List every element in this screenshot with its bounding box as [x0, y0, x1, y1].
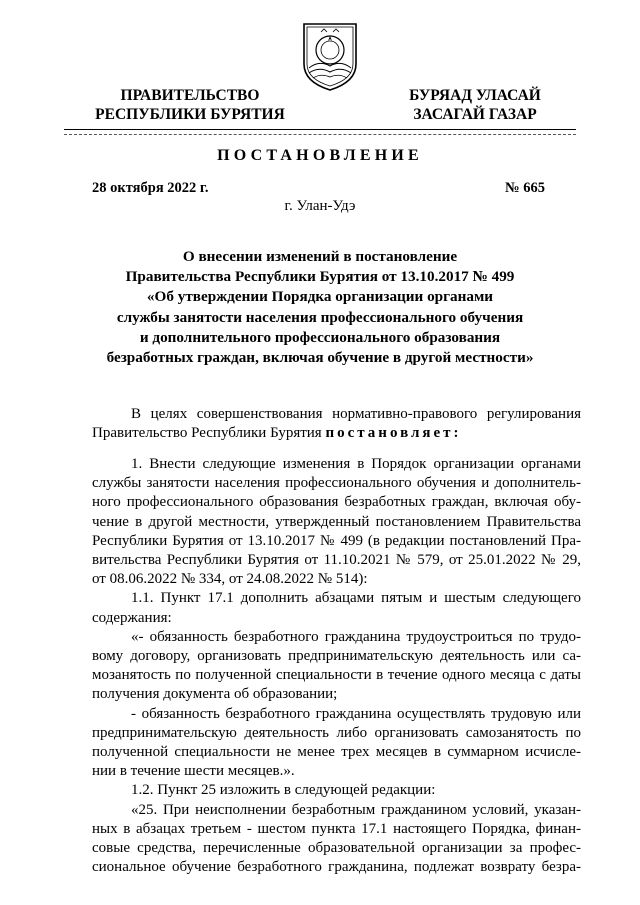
document-date: 28 октября 2022 г. [92, 180, 209, 196]
header-divider [64, 129, 576, 130]
preamble-line: В целях совершенствования нормативно-правового регулирования [131, 406, 581, 422]
body-line: ного профессионального образования безработных граждан, включая обу- [92, 494, 581, 511]
body-line: ных в абзацах третьем - шестом пункта 17.1 настоящего Порядка, финан- [92, 820, 581, 837]
preamble-line [92, 424, 581, 443]
buryatia-coat-of-arms-icon [299, 20, 361, 92]
body-line: службы занятости населения профессионального обучения и дополнитель- [92, 475, 581, 492]
body-line: содержания: [92, 609, 172, 626]
header-left [90, 86, 290, 124]
body-line: «25. При неисполнении безработным гражданином условий, указан- [131, 801, 581, 818]
body-line: чение в другой местности, утвержденный постановлением Правительства [92, 513, 581, 530]
header-left-line-2: РЕСПУБЛИКИ БУРЯТИЯ [95, 106, 285, 123]
body-line: от 08.06.2022 № 334, от 24.08.2022 № 514): [92, 571, 368, 588]
document-type: ПОСТАНОВЛЕНИЕ [217, 147, 423, 164]
body-line: получения документа об образовании; [92, 686, 338, 703]
preamble-emphasis: постановляет: [325, 425, 462, 442]
body-line: вому договору, организовать предпринимательскую деятельность или са- [92, 648, 581, 665]
preamble-text: Правительство Республики Бурятия [92, 425, 322, 442]
header-right-line-1: БУРЯАД УЛАСАЙ [409, 87, 541, 104]
header-right-line-2: ЗАСАГАЙ ГАЗАР [413, 106, 537, 123]
document-number: № 665 [505, 180, 545, 196]
subject-line: безработных граждан, включая обучение в другой местности» [106, 349, 534, 367]
header-divider-dashed [64, 134, 576, 135]
document-city: г. Улан-Удэ [284, 198, 356, 214]
body-line: 1. Внести следующие изменения в Порядок организации органами [131, 456, 581, 472]
subject-line: службы занятости населения профессионального обучения [116, 308, 524, 326]
body-line: 1.1. Пункт 17.1 дополнить абзацами пятым и шестым следующего [131, 590, 581, 607]
body-line: «- обязанность безработного гражданина трудоустроиться по трудо- [131, 628, 581, 645]
document-body [92, 455, 581, 877]
body-line: мозанятость по полученной специальности в течение одного месяца с даты [92, 667, 581, 684]
subject-line: О внесении изменений в постановление [182, 248, 458, 265]
body-line: нии в течение шести месяцев.». [92, 763, 295, 780]
subject-line: и дополнительного профессионального образования [139, 328, 501, 346]
header-right [400, 86, 550, 124]
body-line: - обязанность безработного гражданина осуществлять трудовую или [131, 705, 581, 722]
header-left-line-1: ПРАВИТЕЛЬСТВО [120, 87, 260, 104]
body-line: Республики Бурятия от 13.10.2017 № 499 (в редакции постановлений Пра- [92, 532, 581, 549]
body-line: предпринимательскую деятельность либо организовать самозанятость по [92, 724, 581, 741]
document-subject [60, 247, 580, 368]
preamble [92, 405, 581, 443]
body-line: совые средства, перечисленные образовательной организации за профес- [92, 840, 581, 857]
body-line: 1.2. Пункт 25 изложить в следующей редакции: [131, 782, 436, 799]
body-line: сиональное обучение безработного гражданина, подлежат возврату безра- [92, 859, 581, 876]
subject-line: «Об утверждении Порядка организации органами [146, 288, 494, 306]
subject-line: Правительства Республики Бурятия от 13.10.2017 № 499 [125, 268, 515, 286]
body-line: полученной специальности не менее трех месяцев в суммарном исчисле- [92, 744, 581, 761]
body-line: вительства Республики Бурятия от 11.10.2021 № 579, от 25.01.2022 № 29, [92, 552, 581, 569]
